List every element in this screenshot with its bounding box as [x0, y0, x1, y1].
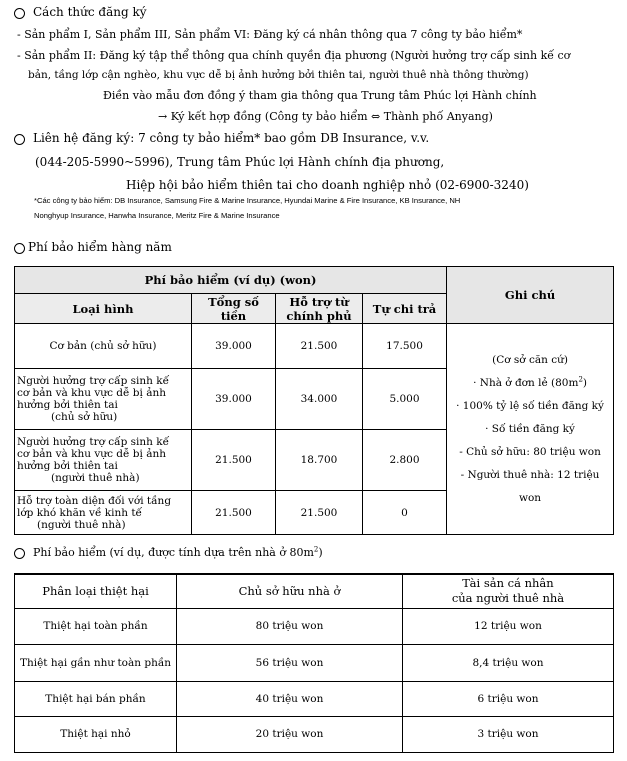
- owner-cell: 56 triệu won: [177, 644, 403, 681]
- damage-coverage-table: [14, 573, 614, 753]
- table-row: [15, 324, 614, 369]
- table-row: [15, 608, 614, 644]
- owner-cell: 40 triệu won: [177, 681, 403, 716]
- table-row: [15, 716, 614, 752]
- type-cell: Người hưởng trợ cấp sinh kế cơ bản và khu vực dễ bị ảnh hưởng bởi thiên tai (người thuê nhà): [15, 430, 192, 491]
- registration-line: - Sản phẩm II: Đăng ký tập thể thông qua chính quyền địa phương (Người hưởng trợ cấp sinh kế cơ: [17, 49, 571, 62]
- section-title-annual-premium: Phí bảo hiểm hàng năm: [28, 240, 172, 254]
- tenant-cell: 8,4 triệu won: [403, 644, 614, 681]
- notes-cell: (Cơ sở căn cứ) · Nhà ở đơn lẻ $(80m^2)$ · 100% tỷ lệ số tiền đăng ký · Số tiền đăng ký - Chủ sở hữu: 80 triệu won - Người thuê nhà: 12 triệu won: [447, 324, 614, 535]
- contact-line: (044-205-5990~5996), Trung tâm Phúc lợi Hành chính địa phương,: [35, 155, 445, 169]
- table-row: [15, 681, 614, 716]
- section-title-registration: Cách thức đăng ký: [33, 5, 147, 19]
- insurer-footnote: Nonghyup Insurance, Hanwha Insurance, Meritz Fire & Marine Insurance: [34, 211, 280, 220]
- owner-cell: 80 triệu won: [177, 608, 403, 644]
- type-cell: Người hưởng trợ cấp sinh kế cơ bản và khu vực dễ bị ảnh hưởng bởi thiên tai (chủ sở hữu): [15, 369, 192, 430]
- col-header-self-pay: Tự chi trả: [363, 294, 447, 324]
- contact-line: Hiệp hội bảo hiểm thiên tai cho doanh nghiệp nhỏ (02-6900-3240): [126, 178, 529, 192]
- circle-bullet-icon: [14, 243, 25, 254]
- tenant-cell: 12 triệu won: [403, 608, 614, 644]
- damage-cell: Thiệt hại toàn phần: [15, 608, 177, 644]
- registration-line: - Sản phẩm I, Sản phẩm III, Sản phẩm VI: Đăng ký cá nhân thông qua 7 công ty bảo hiểm*: [17, 28, 523, 41]
- col-header-owner: Chủ sở hữu nhà ở: [177, 574, 403, 608]
- annual-premium-table: [14, 266, 614, 535]
- total-cell: 21.500: [192, 491, 276, 535]
- circle-bullet-icon: [14, 548, 25, 559]
- tenant-cell: 3 triệu won: [403, 716, 614, 752]
- table-row: [15, 644, 614, 681]
- registration-line: Điền vào mẫu đơn đồng ý tham gia thông qua Trung tâm Phúc lợi Hành chính: [103, 89, 537, 102]
- section-title-premium-example: Phí bảo hiểm (ví dụ, được tính dựa trên nhà ở $80m^2$): [33, 545, 323, 559]
- total-cell: 39.000: [192, 369, 276, 430]
- col-header-total: Tổng số tiền: [192, 294, 276, 324]
- self-pay-cell: 5.000: [363, 369, 447, 430]
- owner-cell: 20 triệu won: [177, 716, 403, 752]
- support-cell: 18.700: [276, 430, 363, 491]
- self-pay-cell: 2.800: [363, 430, 447, 491]
- tenant-cell: 6 triệu won: [403, 681, 614, 716]
- col-header-type: Loại hình: [15, 294, 192, 324]
- section-title-contact: Liên hệ đăng ký: 7 công ty bảo hiểm* bao gồm DB Insurance, v.v.: [33, 131, 430, 145]
- total-cell: 39.000: [192, 324, 276, 369]
- support-cell: 21.500: [276, 491, 363, 535]
- type-cell: Hỗ trợ toàn diện đối với tầng lớp khó khăn về kinh tế (người thuê nhà): [15, 491, 192, 535]
- type-cell: Cơ bản (chủ sở hữu): [15, 324, 192, 369]
- insurer-footnote: *Các công ty bảo hiểm: DB Insurance, Samsung Fire & Marine Insurance, Hyundai Marine & Fire Insurance, KB Insurance, NH: [34, 196, 461, 205]
- damage-cell: Thiệt hại gần như toàn phần: [15, 644, 177, 681]
- support-cell: 34.000: [276, 369, 363, 430]
- total-cell: 21.500: [192, 430, 276, 491]
- self-pay-cell: 0: [363, 491, 447, 535]
- support-cell: 21.500: [276, 324, 363, 369]
- registration-line: bản, tầng lớp cận nghèo, khu vực dễ bị ảnh hưởng bởi thiên tai, người thuê nhà thông thường): [28, 69, 529, 81]
- damage-cell: Thiệt hại bán phần: [15, 681, 177, 716]
- registration-line: → Ký kết hợp đồng (Công ty bảo hiểm ⇔ Thành phố Anyang): [158, 110, 493, 123]
- col-header-support: Hỗ trợ từ chính phủ: [276, 294, 363, 324]
- notes-header: Ghi chú: [447, 267, 614, 324]
- col-header-tenant: Tài sản cá nhân của người thuê nhà: [403, 574, 614, 608]
- circle-bullet-icon: [14, 134, 25, 145]
- self-pay-cell: 17.500: [363, 324, 447, 369]
- col-header-damage: Phân loại thiệt hại: [15, 574, 177, 608]
- premium-group-header: Phí bảo hiểm (ví dụ) (won): [15, 267, 447, 294]
- damage-cell: Thiệt hại nhỏ: [15, 716, 177, 752]
- circle-bullet-icon: [14, 8, 25, 19]
